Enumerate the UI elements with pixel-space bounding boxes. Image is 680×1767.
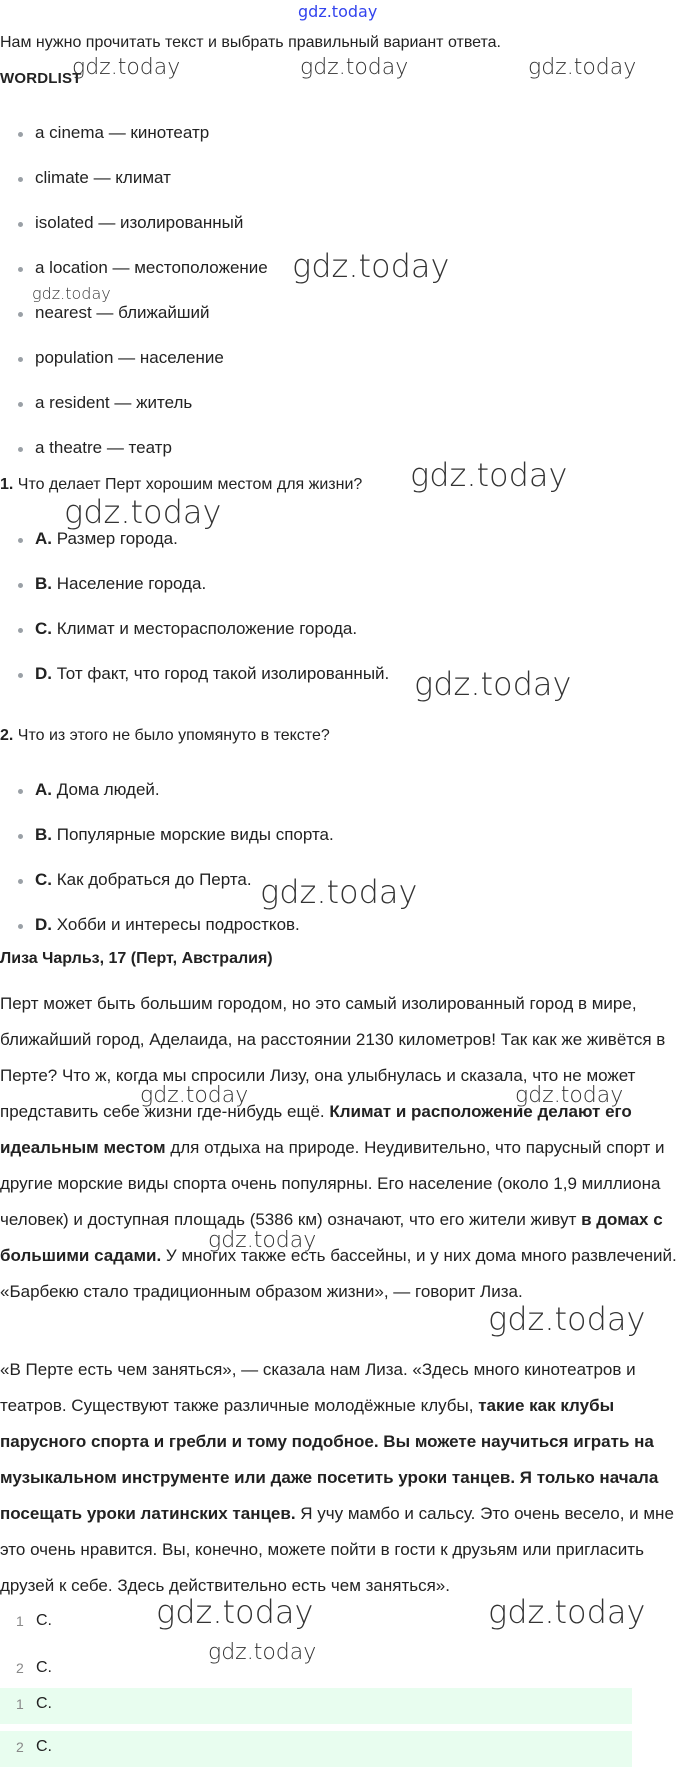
option-letter: A. (35, 529, 52, 548)
bullet-icon (18, 402, 23, 407)
wordlist-entry: isolated — изолированный (35, 213, 244, 232)
watermark: gdz.today (300, 55, 409, 80)
bullet-icon (18, 834, 23, 839)
option-letter: C. (35, 870, 52, 889)
bullet-icon (18, 447, 23, 452)
option-text: Население города. (56, 574, 207, 593)
bullet-icon (18, 879, 23, 884)
question-number: 2. (0, 727, 14, 744)
site-logo[interactable]: gdz.today (298, 2, 378, 21)
option-letter: B. (35, 825, 52, 844)
question-2 (0, 727, 330, 745)
bullet-icon (18, 177, 23, 182)
answer-row (0, 1652, 632, 1688)
wordlist-entry: a location — местоположение (35, 258, 268, 277)
watermark: gdz.today (208, 1640, 317, 1665)
intro-text: Нам нужно прочитать текст и выбрать правильный вариант ответа. (0, 34, 501, 51)
answer-number: 2 (16, 1660, 24, 1676)
option-letter: B. (35, 574, 52, 593)
bullet-icon (18, 628, 23, 633)
bullet-icon (18, 357, 23, 362)
paragraph-bold-text: Климат и расположение делают его идеальным местом (0, 1102, 632, 1157)
answer-value: C. (36, 1695, 52, 1712)
watermark: gdz.today (260, 873, 418, 911)
option-letter: A. (35, 780, 52, 799)
answer-row-correct (0, 1688, 632, 1724)
bullet-icon (18, 924, 23, 929)
answer-row (0, 1605, 632, 1641)
watermark: gdz.today (32, 284, 111, 303)
question-text: Что делает Перт хорошим местом для жизни? (17, 476, 363, 493)
watermark: gdz.today (140, 1083, 249, 1108)
answer-number: 1 (16, 1613, 24, 1629)
article-paragraph-2 (0, 1352, 678, 1604)
watermark: gdz.today (72, 55, 181, 80)
option-text: Хобби и интересы подростков. (56, 915, 300, 934)
paragraph-text: У многих также есть бассейны, и у них дома много развлечений. «Барбекю стало традиционным образом жизни», — говорит Лиза. (0, 1246, 677, 1301)
watermark: gdz.today (410, 456, 568, 494)
option-letter: C. (35, 619, 52, 638)
article-paragraph-1 (0, 986, 678, 1310)
question-number: 1. (0, 476, 14, 493)
paragraph-text: для отдыха на природе. Неудивительно, что парусный спорт и другие морские виды спорта очень популярны. Его население (около 1,9 миллиона человек) и доступная площадь (5386 км) означают, что его жители живут (0, 1138, 665, 1229)
paragraph-bold-text: в домах с большими садами. (0, 1210, 663, 1265)
bullet-icon (18, 673, 23, 678)
option-letter: D. (35, 915, 52, 934)
paragraph-bold-text: такие как клубы парусного спорта и гребли и тому подобное. Вы можете научиться играть на музыкальном инструменте или даже посетить уроки танцев. Я только начала посещать уроки латинских танцев. (0, 1396, 659, 1523)
option-text: Как добраться до Перта. (56, 870, 252, 889)
answer-value: C. (36, 1738, 52, 1755)
answer-number: 2 (16, 1739, 24, 1755)
watermark: gdz.today (156, 1593, 314, 1631)
wordlist-entry: a cinema — кинотеатр (35, 123, 210, 142)
wordlist-entry: nearest — ближайший (35, 303, 210, 322)
watermark: gdz.today (488, 1300, 646, 1338)
option-text: Популярные морские виды спорта. (56, 825, 334, 844)
bullet-icon (18, 538, 23, 543)
bullet-icon (18, 132, 23, 137)
watermark: gdz.today (208, 1228, 317, 1253)
wordlist-entry: a resident — житель (35, 393, 193, 412)
bullet-icon (18, 312, 23, 317)
answer-row-correct (0, 1731, 632, 1767)
wordlist-heading: WORDLIST (0, 70, 82, 87)
paragraph-text: «В Перте есть чем заняться», — сказала нам Лиза. «Здесь много кинотеатров и театров. Существуют также различные молодёжные клубы, (0, 1360, 636, 1415)
bullet-icon (18, 267, 23, 272)
article-author: Лиза Чарльз, 17 (Перт, Австралия) (0, 950, 273, 967)
question-text: Что из этого не было упомянуто в тексте? (17, 727, 330, 744)
answer-number: 1 (16, 1696, 24, 1712)
watermark: gdz.today (528, 55, 637, 80)
watermark: gdz.today (515, 1083, 624, 1108)
bullet-icon (18, 583, 23, 588)
question-1 (0, 476, 362, 494)
wordlist-entry: climate — климат (35, 168, 171, 187)
option-text: Тот факт, что город такой изолированный. (56, 664, 390, 683)
watermark: gdz.today (488, 1593, 646, 1631)
watermark: gdz.today (292, 247, 450, 285)
paragraph-text: Перт может быть большим городом, но это самый изолированный город в мире, ближайший город, Аделаида, на расстоянии 2130 километров! Так как же живётся в Перте? Что ж, когда мы спросили Лизу, она улыбнулась и сказала, что не может представить себе жизни где-нибудь ещё. (0, 994, 666, 1121)
wordlist-entry: population — население (35, 348, 224, 367)
option-text: Размер города. (56, 529, 178, 548)
watermark: gdz.today (414, 665, 572, 703)
answer-value: C. (36, 1612, 52, 1629)
paragraph-text: Я учу мамбо и сальсу. Это очень весело, и мне это очень нравится. Вы, конечно, можете пойти в гости к друзьям или пригласить друзей к себе. Здесь действительно есть чем заняться». (0, 1504, 674, 1595)
bullet-icon (18, 789, 23, 794)
wordlist-entry: a theatre — театр (35, 438, 172, 457)
answer-value: C. (36, 1659, 52, 1676)
bullet-icon (18, 222, 23, 227)
watermark: gdz.today (64, 493, 222, 531)
option-text: Дома людей. (56, 780, 160, 799)
option-text: Климат и месторасположение города. (56, 619, 358, 638)
option-letter: D. (35, 664, 52, 683)
